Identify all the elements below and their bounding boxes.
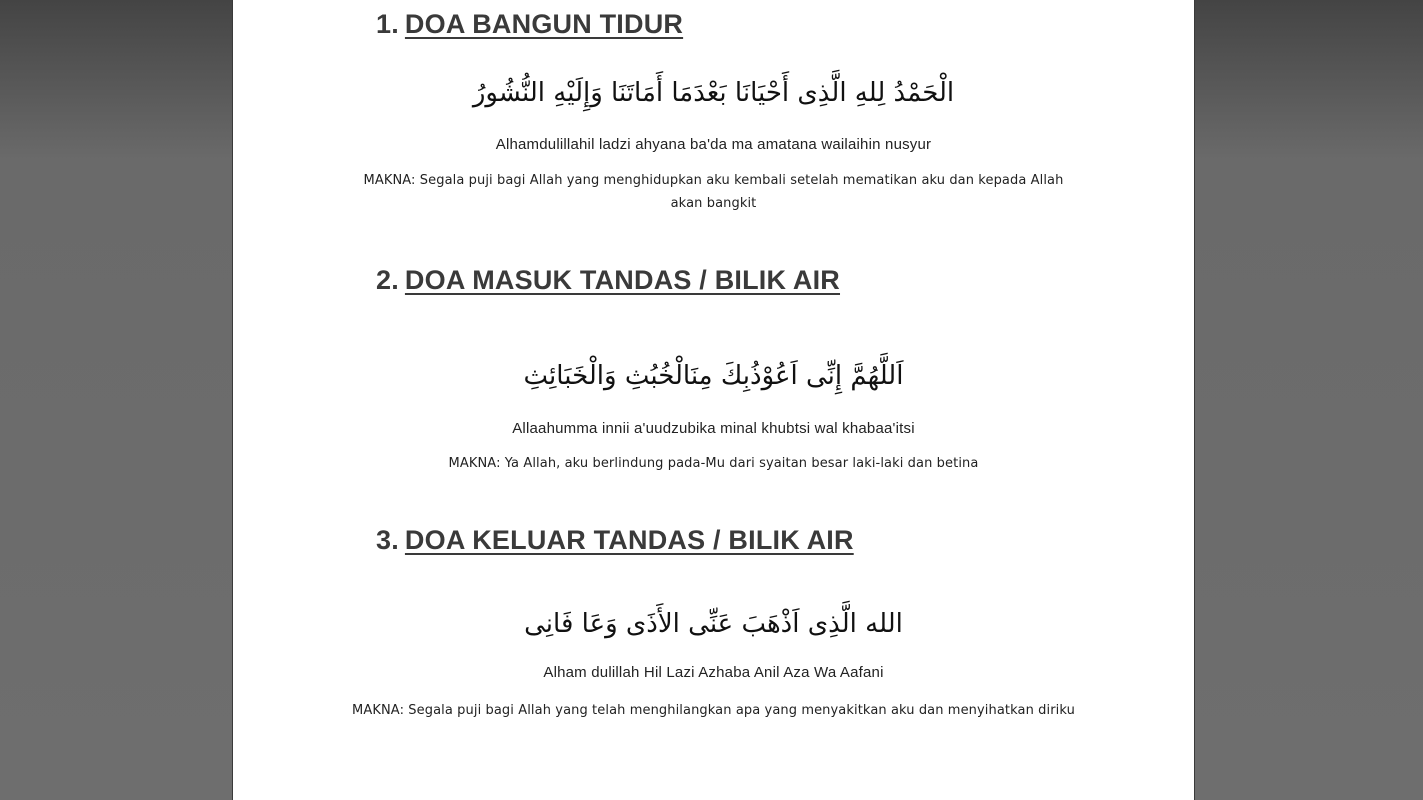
viewer-background-left bbox=[0, 0, 232, 800]
meaning-text: MAKNA: Segala puji bagi Allah yang telah menghilangkan apa yang menyakitkan aku dan menyihatkan diriku bbox=[352, 703, 1075, 718]
section-title: DOA MASUK TANDAS / BILIK AIR bbox=[404, 265, 841, 295]
arabic-prayer-text: الْحَمْدُ لِلهِ الَّذِى أَحْيَانَا بَعْدَمَا أَمَاتَنَا وَإِلَيْهِ النُّشُورُ bbox=[472, 78, 955, 108]
section-heading-3 bbox=[376, 525, 854, 556]
transliteration-text: Alham dulillah Hil Lazi Azhaba Anil Aza Wa Aafani bbox=[543, 664, 884, 681]
arabic-prayer-text: الله الَّذِى اَذْهَبَ عَنِّى الأَذَى وَعَا فَانِى bbox=[524, 609, 903, 639]
section-number: 2. bbox=[376, 265, 399, 295]
section-number: 3. bbox=[376, 525, 399, 555]
document-page bbox=[232, 0, 1195, 800]
meaning-text: MAKNA: Segala puji bagi Allah yang menghidupkan aku kembali setelah mematikan aku dan kepada Allah akan bangkit bbox=[363, 173, 1064, 211]
section-heading-1 bbox=[376, 9, 683, 40]
transliteration-text: Alhamdulillahil ladzi ahyana ba'da ma amatana wailaihin nusyur bbox=[495, 136, 932, 153]
section-title: DOA BANGUN TIDUR bbox=[404, 9, 684, 39]
transliteration-text: Allaahumma innii a'uudzubika minal khubtsi wal khabaa'itsi bbox=[512, 420, 915, 437]
section-heading-2 bbox=[376, 265, 840, 296]
meaning-text: MAKNA: Ya Allah, aku berlindung pada-Mu dari syaitan besar laki-laki dan betina bbox=[448, 456, 979, 471]
section-title: DOA KELUAR TANDAS / BILIK AIR bbox=[404, 525, 854, 555]
viewer-background-right bbox=[1195, 0, 1423, 800]
section-number: 1. bbox=[376, 9, 399, 39]
arabic-prayer-text: اَللَّهُمَّ إِنِّى اَعُوْذُبِكَ مِنَالْخُبُثِ وَالْخَبَائِثِ bbox=[523, 361, 904, 391]
